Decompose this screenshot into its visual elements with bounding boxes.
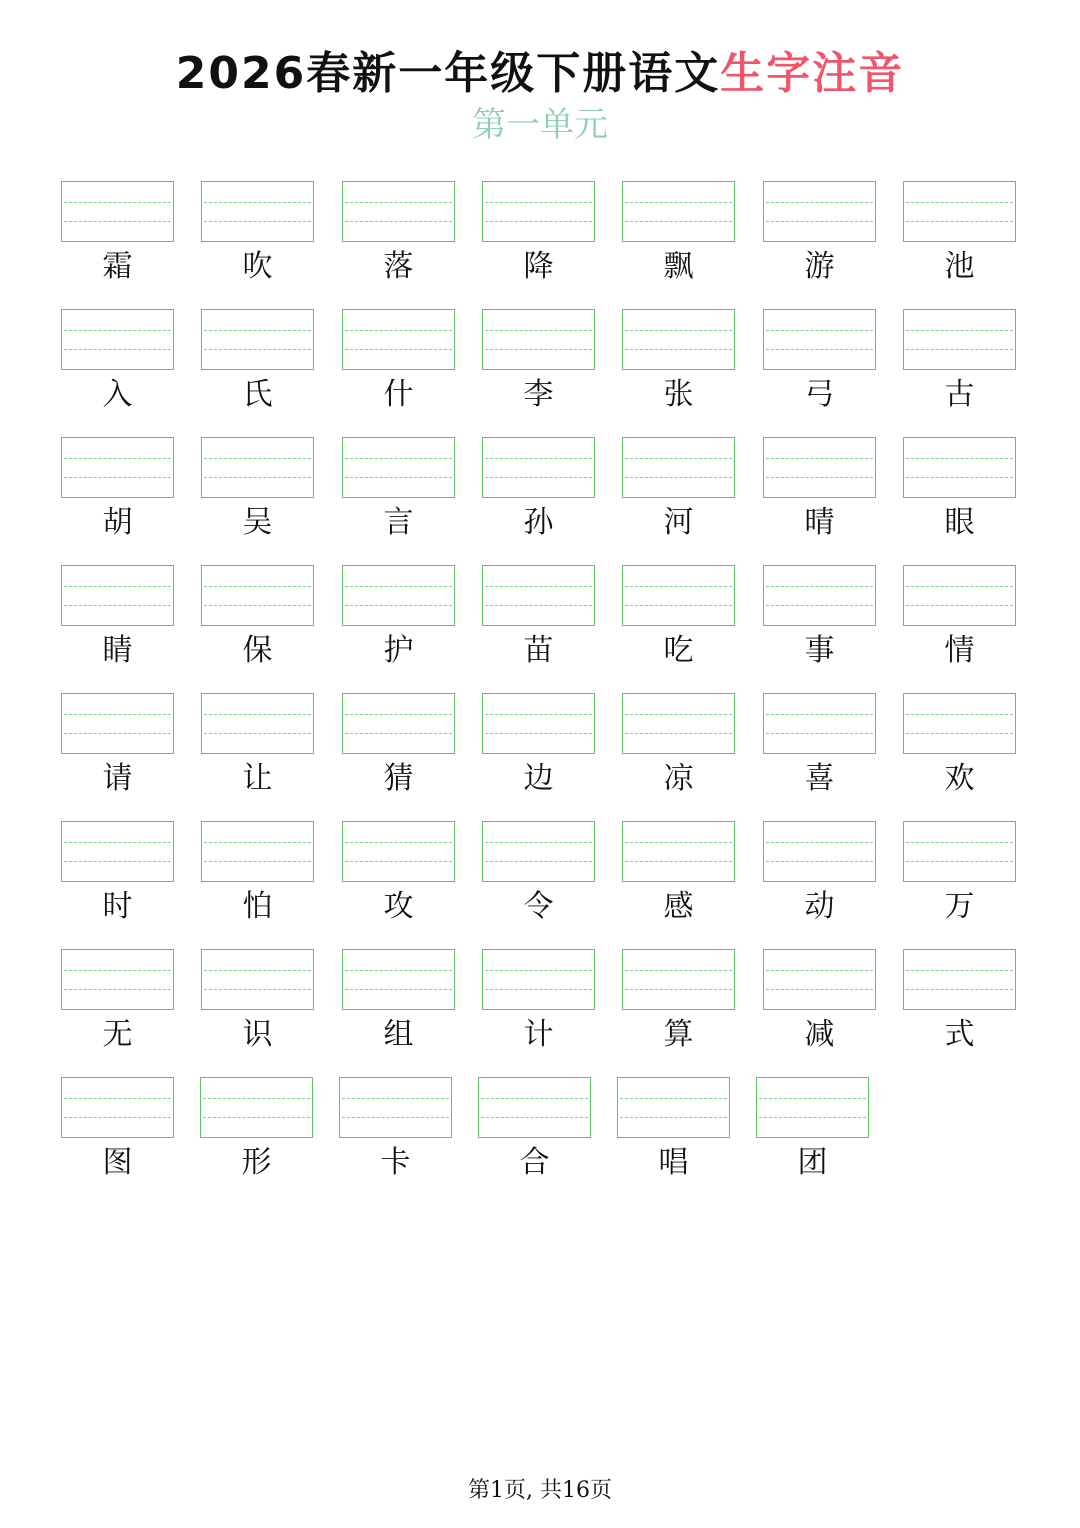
guide-line	[759, 1098, 866, 1099]
hanzi-character: 式	[944, 1017, 975, 1052]
guide-line	[485, 202, 592, 203]
character-cell	[201, 693, 314, 813]
guide-line	[485, 477, 592, 478]
character-cell	[482, 565, 595, 685]
character-cell	[482, 437, 595, 557]
pinyin-writing-box[interactable]	[903, 309, 1016, 370]
character-cell	[61, 949, 174, 1069]
guide-line	[766, 330, 873, 331]
pinyin-writing-box[interactable]	[482, 309, 595, 370]
guide-line	[345, 842, 452, 843]
guide-line	[64, 349, 171, 350]
guide-line	[204, 202, 311, 203]
guide-line	[485, 330, 592, 331]
character-cell	[61, 821, 174, 941]
guide-line	[64, 458, 171, 459]
guide-line	[766, 733, 873, 734]
hanzi-character: 合	[519, 1145, 550, 1180]
pinyin-writing-box[interactable]	[339, 1077, 452, 1138]
pinyin-writing-box[interactable]	[903, 821, 1016, 882]
guide-line	[204, 605, 311, 606]
character-cell	[756, 1077, 869, 1197]
guide-line	[345, 733, 452, 734]
guide-line	[64, 1098, 171, 1099]
hanzi-character: 言	[383, 505, 414, 540]
guide-line	[485, 586, 592, 587]
guide-line	[204, 842, 311, 843]
hanzi-character: 动	[804, 889, 835, 924]
guide-line	[906, 221, 1013, 222]
character-cell	[763, 181, 876, 301]
pinyin-writing-box[interactable]	[903, 437, 1016, 498]
guide-line	[64, 1117, 171, 1118]
pinyin-writing-box[interactable]	[200, 1077, 313, 1138]
hanzi-character: 池	[944, 249, 975, 284]
guide-line	[345, 989, 452, 990]
guide-line	[203, 1098, 310, 1099]
hanzi-character: 让	[242, 761, 273, 796]
guide-line	[485, 842, 592, 843]
guide-line	[766, 861, 873, 862]
hanzi-character: 怕	[242, 889, 273, 924]
hanzi-character: 苗	[523, 633, 554, 668]
guide-line	[906, 202, 1013, 203]
pinyin-writing-box[interactable]	[622, 309, 735, 370]
character-cell	[342, 565, 455, 685]
character-cell	[763, 821, 876, 941]
hanzi-character: 晴	[804, 505, 835, 540]
hanzi-character: 时	[102, 889, 133, 924]
character-cell	[763, 565, 876, 685]
guide-line	[766, 605, 873, 606]
pinyin-writing-box[interactable]	[482, 181, 595, 242]
guide-line	[906, 349, 1013, 350]
character-cell	[201, 181, 314, 301]
guide-line	[203, 1117, 310, 1118]
guide-line	[345, 861, 452, 862]
pinyin-writing-box[interactable]	[201, 181, 314, 242]
hanzi-character: 算	[663, 1017, 694, 1052]
page-title	[0, 46, 1080, 102]
character-cell	[482, 309, 595, 429]
grid-row	[61, 309, 1018, 437]
hanzi-character: 减	[804, 1017, 835, 1052]
pinyin-writing-box[interactable]	[622, 181, 735, 242]
character-cell	[903, 949, 1016, 1069]
guide-line	[204, 861, 311, 862]
grid-row	[61, 1077, 1018, 1205]
character-cell	[617, 1077, 730, 1197]
hanzi-character: 形	[241, 1145, 272, 1180]
pinyin-writing-box[interactable]	[763, 437, 876, 498]
guide-line	[906, 989, 1013, 990]
guide-line	[481, 1098, 588, 1099]
pinyin-writing-box[interactable]	[617, 1077, 730, 1138]
pinyin-writing-box[interactable]	[342, 181, 455, 242]
guide-line	[345, 714, 452, 715]
hanzi-character: 弓	[804, 377, 835, 412]
character-cell	[478, 1077, 591, 1197]
pinyin-writing-box[interactable]	[61, 693, 174, 754]
character-cell	[61, 309, 174, 429]
guide-line	[345, 477, 452, 478]
hanzi-character: 边	[523, 761, 554, 796]
pinyin-writing-box[interactable]	[342, 693, 455, 754]
pinyin-writing-box[interactable]	[903, 693, 1016, 754]
character-cell	[61, 1077, 174, 1197]
guide-line	[64, 733, 171, 734]
character-cell	[61, 565, 174, 685]
guide-line	[625, 349, 732, 350]
guide-line	[64, 202, 171, 203]
character-cell	[339, 1077, 452, 1197]
guide-line	[64, 477, 171, 478]
guide-line	[342, 1098, 449, 1099]
character-cell	[903, 309, 1016, 429]
guide-line	[766, 970, 873, 971]
guide-line	[766, 349, 873, 350]
pinyin-writing-box[interactable]	[622, 949, 735, 1010]
guide-line	[906, 861, 1013, 862]
guide-line	[64, 586, 171, 587]
character-cell	[61, 181, 174, 301]
guide-line	[345, 586, 452, 587]
hanzi-character: 识	[242, 1017, 273, 1052]
hanzi-character: 情	[944, 633, 975, 668]
guide-line	[766, 202, 873, 203]
character-cell	[903, 693, 1016, 813]
character-cell	[763, 949, 876, 1069]
character-cell	[903, 565, 1016, 685]
hanzi-character: 霜	[102, 249, 133, 284]
hanzi-character: 什	[383, 377, 414, 412]
guide-line	[345, 970, 452, 971]
pinyin-writing-box[interactable]	[622, 565, 735, 626]
pinyin-writing-box[interactable]	[61, 949, 174, 1010]
guide-line	[204, 330, 311, 331]
guide-line	[485, 349, 592, 350]
guide-line	[64, 861, 171, 862]
guide-line	[204, 458, 311, 459]
pinyin-writing-box[interactable]	[482, 565, 595, 626]
hanzi-character: 唱	[658, 1145, 689, 1180]
pinyin-writing-box[interactable]	[763, 821, 876, 882]
pinyin-writing-box[interactable]	[201, 309, 314, 370]
guide-line	[204, 714, 311, 715]
guide-line	[342, 1117, 449, 1118]
hanzi-character: 飘	[663, 249, 694, 284]
hanzi-character: 古	[944, 377, 975, 412]
guide-line	[625, 733, 732, 734]
pinyin-writing-box[interactable]	[482, 949, 595, 1010]
character-cell	[61, 693, 174, 813]
guide-line	[625, 989, 732, 990]
title-main: 2026春新一年级下册语文	[175, 48, 721, 99]
pinyin-writing-box[interactable]	[622, 437, 735, 498]
hanzi-character: 卡	[380, 1145, 411, 1180]
hanzi-character: 欢	[944, 761, 975, 796]
guide-line	[345, 458, 452, 459]
pinyin-writing-box[interactable]	[903, 181, 1016, 242]
guide-line	[906, 733, 1013, 734]
guide-line	[766, 842, 873, 843]
character-cell	[622, 437, 735, 557]
pinyin-writing-box[interactable]	[482, 693, 595, 754]
guide-line	[625, 477, 732, 478]
hanzi-character: 计	[523, 1017, 554, 1052]
character-cell	[622, 309, 735, 429]
pinyin-writing-box[interactable]	[622, 821, 735, 882]
pinyin-writing-box[interactable]	[61, 565, 174, 626]
character-cell	[482, 181, 595, 301]
character-grid	[61, 181, 1018, 1205]
guide-line	[625, 714, 732, 715]
pinyin-writing-box[interactable]	[756, 1077, 869, 1138]
hanzi-character: 凉	[663, 761, 694, 796]
character-cell	[342, 309, 455, 429]
character-cell	[622, 565, 735, 685]
guide-line	[64, 330, 171, 331]
guide-line	[766, 221, 873, 222]
character-cell	[622, 181, 735, 301]
guide-line	[625, 842, 732, 843]
guide-line	[620, 1117, 727, 1118]
guide-line	[906, 477, 1013, 478]
guide-line	[906, 586, 1013, 587]
guide-line	[906, 970, 1013, 971]
pinyin-writing-box[interactable]	[61, 437, 174, 498]
title-accent: 生字注音	[720, 48, 905, 99]
pinyin-writing-box[interactable]	[201, 437, 314, 498]
character-cell	[342, 693, 455, 813]
character-cell	[622, 693, 735, 813]
guide-line	[64, 970, 171, 971]
hanzi-character: 无	[102, 1017, 133, 1052]
hanzi-character: 孙	[523, 505, 554, 540]
pinyin-writing-box[interactable]	[342, 437, 455, 498]
guide-line	[766, 714, 873, 715]
pinyin-writing-box[interactable]	[763, 693, 876, 754]
guide-line	[204, 586, 311, 587]
character-cell	[201, 949, 314, 1069]
pinyin-writing-box[interactable]	[201, 693, 314, 754]
guide-line	[345, 330, 452, 331]
grid-row	[61, 437, 1018, 565]
character-cell	[342, 821, 455, 941]
hanzi-character: 万	[944, 889, 975, 924]
hanzi-character: 猜	[383, 761, 414, 796]
guide-line	[625, 861, 732, 862]
hanzi-character: 眼	[944, 505, 975, 540]
character-cell	[342, 949, 455, 1069]
pinyin-writing-box[interactable]	[478, 1077, 591, 1138]
guide-line	[64, 842, 171, 843]
pinyin-writing-box[interactable]	[342, 949, 455, 1010]
grid-row	[61, 821, 1018, 949]
guide-line	[625, 221, 732, 222]
pinyin-writing-box[interactable]	[903, 949, 1016, 1010]
pinyin-writing-box[interactable]	[201, 949, 314, 1010]
hanzi-character: 感	[663, 889, 694, 924]
character-cell	[903, 437, 1016, 557]
pinyin-writing-box[interactable]	[482, 437, 595, 498]
hanzi-character: 河	[663, 505, 694, 540]
guide-line	[345, 202, 452, 203]
pinyin-writing-box[interactable]	[61, 181, 174, 242]
guide-line	[204, 221, 311, 222]
guide-line	[485, 714, 592, 715]
character-cell	[342, 181, 455, 301]
character-cell	[622, 949, 735, 1069]
pinyin-writing-box[interactable]	[61, 309, 174, 370]
character-cell	[482, 949, 595, 1069]
pinyin-writing-box[interactable]	[903, 565, 1016, 626]
pinyin-writing-box[interactable]	[201, 565, 314, 626]
hanzi-character: 吃	[663, 633, 694, 668]
hanzi-character: 氏	[242, 377, 273, 412]
guide-line	[906, 714, 1013, 715]
hanzi-character: 保	[242, 633, 273, 668]
character-cell	[61, 437, 174, 557]
character-cell	[201, 309, 314, 429]
hanzi-character: 团	[797, 1145, 828, 1180]
character-cell	[342, 437, 455, 557]
character-cell	[201, 821, 314, 941]
guide-line	[485, 458, 592, 459]
hanzi-character: 降	[523, 249, 554, 284]
pinyin-writing-box[interactable]	[61, 821, 174, 882]
guide-line	[481, 1117, 588, 1118]
hanzi-character: 护	[383, 633, 414, 668]
pinyin-writing-box[interactable]	[61, 1077, 174, 1138]
pinyin-writing-box[interactable]	[201, 821, 314, 882]
guide-line	[345, 605, 452, 606]
hanzi-character: 入	[102, 377, 133, 412]
guide-line	[485, 605, 592, 606]
character-cell	[201, 437, 314, 557]
hanzi-character: 吴	[242, 505, 273, 540]
guide-line	[906, 330, 1013, 331]
character-cell	[763, 437, 876, 557]
guide-line	[766, 458, 873, 459]
pinyin-writing-box[interactable]	[622, 693, 735, 754]
guide-line	[345, 349, 452, 350]
guide-line	[345, 221, 452, 222]
guide-line	[625, 330, 732, 331]
guide-line	[906, 605, 1013, 606]
guide-line	[625, 970, 732, 971]
hanzi-character: 令	[523, 889, 554, 924]
guide-line	[625, 458, 732, 459]
hanzi-character: 张	[663, 377, 694, 412]
guide-line	[625, 202, 732, 203]
guide-line	[204, 349, 311, 350]
character-cell	[763, 693, 876, 813]
grid-row	[61, 949, 1018, 1077]
hanzi-character: 吹	[242, 249, 273, 284]
hanzi-character: 图	[102, 1145, 133, 1180]
page-footer: 第1页, 共16页	[468, 1478, 612, 1503]
guide-line	[204, 989, 311, 990]
guide-line	[204, 477, 311, 478]
guide-line	[64, 714, 171, 715]
hanzi-character: 事	[804, 633, 835, 668]
pinyin-writing-box[interactable]	[763, 949, 876, 1010]
pinyin-writing-box[interactable]	[763, 181, 876, 242]
guide-line	[485, 733, 592, 734]
hanzi-character: 李	[523, 377, 554, 412]
guide-line	[906, 842, 1013, 843]
hanzi-character: 游	[804, 249, 835, 284]
guide-line	[759, 1117, 866, 1118]
hanzi-character: 胡	[102, 505, 133, 540]
unit-subtitle: 第一单元	[472, 105, 608, 145]
grid-row	[61, 565, 1018, 693]
pinyin-writing-box[interactable]	[763, 565, 876, 626]
guide-line	[906, 458, 1013, 459]
guide-line	[485, 989, 592, 990]
character-cell	[763, 309, 876, 429]
character-cell	[903, 821, 1016, 941]
guide-line	[485, 221, 592, 222]
hanzi-character: 睛	[102, 633, 133, 668]
hanzi-character: 落	[383, 249, 414, 284]
character-cell	[903, 181, 1016, 301]
guide-line	[204, 970, 311, 971]
guide-line	[766, 989, 873, 990]
guide-line	[64, 221, 171, 222]
hanzi-character: 喜	[804, 761, 835, 796]
pinyin-writing-box[interactable]	[342, 565, 455, 626]
guide-line	[204, 733, 311, 734]
hanzi-character: 请	[102, 761, 133, 796]
character-cell	[622, 821, 735, 941]
pinyin-writing-box[interactable]	[763, 309, 876, 370]
guide-line	[766, 477, 873, 478]
guide-line	[620, 1098, 727, 1099]
guide-line	[625, 605, 732, 606]
hanzi-character: 攻	[383, 889, 414, 924]
pinyin-writing-box[interactable]	[342, 309, 455, 370]
guide-line	[766, 586, 873, 587]
pinyin-writing-box[interactable]	[482, 821, 595, 882]
guide-line	[625, 586, 732, 587]
grid-row	[61, 693, 1018, 821]
pinyin-writing-box[interactable]	[342, 821, 455, 882]
character-cell	[200, 1077, 313, 1197]
guide-line	[485, 861, 592, 862]
guide-line	[64, 989, 171, 990]
grid-row	[61, 181, 1018, 309]
character-cell	[482, 693, 595, 813]
hanzi-character: 组	[383, 1017, 414, 1052]
character-cell	[482, 821, 595, 941]
character-cell	[201, 565, 314, 685]
guide-line	[485, 970, 592, 971]
guide-line	[64, 605, 171, 606]
